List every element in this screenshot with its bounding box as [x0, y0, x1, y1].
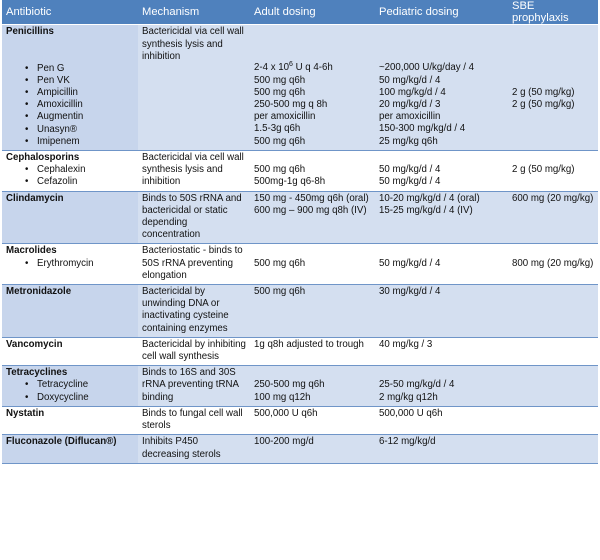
cell-antibiotic: [2, 25, 138, 151]
cell-adult-dosing: [250, 25, 375, 151]
cell-mechanism: Binds to 50S rRNA and bactericidal or static depending concentration: [138, 191, 250, 244]
adult-dose-tail: U q 4-6h: [292, 62, 333, 74]
sub-drug: • Amoxicillin: [6, 99, 135, 111]
cell-pediatric-dosing: [375, 191, 508, 244]
sbe-line: [512, 75, 595, 87]
header-sbe-prophylaxis: SBE prophylaxis: [508, 0, 598, 25]
drug-name: Tetracyclines: [6, 367, 68, 379]
header-pediatric-dosing: Pediatric dosing: [375, 0, 508, 25]
cell-adult-dosing: 100-200 mg/d: [250, 435, 375, 463]
sbe-line: 2 g (50 mg/kg): [512, 164, 575, 176]
adult-dose-exponent: 6: [289, 61, 293, 69]
cell-mechanism: Bactericidal by inhibiting cell wall synthesis: [138, 337, 250, 365]
cell-antibiotic: [2, 285, 138, 338]
cell-pediatric-dosing: [375, 244, 508, 285]
adult-dose-line: 500 mg q6h: [254, 135, 306, 147]
cell-adult-dosing: 150 mg - 450mg q6h (oral) 600 mg – 900 mg q8h (IV): [250, 191, 375, 244]
cell-sbe-prophylaxis: [508, 285, 598, 338]
sub-drug: • Cefazolin: [6, 176, 135, 188]
sbe-line: 2 g (50 mg/kg): [512, 98, 575, 110]
row-clindamycin: [2, 191, 598, 244]
cell-pediatric-dosing: 40 mg/kg / 3: [375, 337, 508, 365]
sub-drug: • Augmentin: [6, 111, 135, 123]
adult-dose-line: per amoxicillin: [254, 111, 316, 123]
cell-sbe-prophylaxis: [508, 151, 598, 192]
adult-dose-line: 500mg-1g q6-8h: [254, 176, 326, 188]
cell-pediatric-dosing: 500,000 U q6h: [375, 406, 508, 434]
cell-pediatric-dosing: [375, 366, 508, 407]
row-macrolides: [2, 244, 598, 285]
drug-sublist: [6, 379, 135, 403]
adult-dose-line: 100 mg q12h: [254, 391, 311, 403]
cell-antibiotic: [2, 244, 138, 285]
adult-dose-line: [254, 62, 372, 74]
drug-name: Nystatin: [6, 407, 45, 419]
drug-sublist: [6, 63, 135, 148]
sbe-line: 800 mg (20 mg/kg): [512, 257, 594, 269]
cell-mechanism: Inhibits P450 decreasing sterols: [138, 435, 250, 463]
cell-pediatric-dosing: [375, 25, 508, 151]
adult-dose-line: 500 mg q6h: [254, 164, 306, 176]
sub-drug: • Doxycycline: [6, 392, 135, 404]
drug-name: Vancomycin: [6, 338, 63, 350]
sub-drug: • Erythromycin: [6, 258, 135, 270]
peds-dose-line: 10-20 mg/kg/d / 4 (oral): [379, 192, 480, 204]
cell-sbe-prophylaxis: 600 mg (20 mg/kg): [508, 191, 598, 244]
cell-sbe-prophylaxis: [508, 25, 598, 151]
peds-dose-line: 25-50 mg/kg/d / 4: [379, 379, 455, 391]
cell-antibiotic: [2, 191, 138, 244]
peds-dose-line: 50 mg/kg/d / 4: [379, 74, 441, 86]
sub-drug: • Cephalexin: [6, 164, 135, 176]
header-adult-dosing: Adult dosing: [250, 0, 375, 25]
row-cephalosporins: [2, 151, 598, 192]
adult-dose-line: 250-500 mg q 8h: [254, 99, 328, 111]
cell-mechanism: Bactericidal via cell wall synthesis lysis and inhibition: [138, 151, 250, 192]
cell-pediatric-dosing: 30 mg/kg/d / 4: [375, 285, 508, 338]
cell-antibiotic: [2, 435, 138, 463]
peds-dose-line: 100 mg/kg/d / 4: [379, 86, 446, 98]
row-metronidazole: [2, 285, 598, 338]
row-nystatin: [2, 406, 598, 434]
cell-sbe-prophylaxis: [508, 337, 598, 365]
drug-name: Macrolides: [6, 245, 57, 257]
cell-mechanism: Bacteriostatic - binds to 50S rRNA preventing elongation: [138, 244, 250, 285]
cell-mechanism: Bactericidal via cell wall synthesis lysis and inhibition: [138, 25, 250, 151]
sbe-line: 2 g (50 mg/kg): [512, 86, 575, 98]
header-antibiotic: Antibiotic: [2, 0, 138, 25]
cell-adult-dosing: [250, 244, 375, 285]
drug-sublist: [6, 164, 135, 188]
adult-dose-line: 500 mg q6h: [254, 86, 306, 98]
peds-dose-line: 20 mg/kg/d / 3: [379, 99, 441, 111]
drug-sublist: [6, 258, 135, 270]
cell-adult-dosing: [250, 151, 375, 192]
peds-dose-line: 25 mg/kg q6h: [379, 135, 438, 147]
peds-dose-line: 15-25 mg/kg/d / 4 (IV): [379, 204, 473, 216]
row-fluconazole: [2, 435, 598, 463]
peds-dose-line: 150-300 mg/kg/d / 4: [379, 123, 466, 135]
antibiotic-table: [2, 0, 598, 464]
peds-dose-line: per amoxicillin: [379, 111, 441, 123]
drug-name: Fluconazole (Diflucan®): [6, 436, 117, 448]
cell-adult-dosing: 500,000 U q6h: [250, 406, 375, 434]
row-penicillins: [2, 25, 598, 151]
cell-pediatric-dosing: [375, 151, 508, 192]
cell-sbe-prophylaxis: [508, 435, 598, 463]
sbe-line: [512, 62, 595, 74]
sub-drug: • Tetracycline: [6, 379, 135, 391]
adult-dose-line: 1.5-3g q6h: [254, 123, 301, 135]
cell-antibiotic: [2, 366, 138, 407]
drug-name: Cephalosporins: [6, 152, 80, 164]
cell-sbe-prophylaxis: [508, 244, 598, 285]
sub-drug: • Ampicillin: [6, 87, 135, 99]
cell-adult-dosing: 500 mg q6h: [250, 285, 375, 338]
sub-drug: • Imipenem: [6, 136, 135, 148]
cell-mechanism: Bactericidal by unwinding DNA or inactivating cysteine containing enzymes: [138, 285, 250, 338]
cell-mechanism: Binds to 16S and 30S rRNA preventing tRNA binding: [138, 366, 250, 407]
cell-antibiotic: [2, 337, 138, 365]
peds-dose-line: 50 mg/kg/d / 4: [379, 164, 441, 176]
cell-mechanism: Binds to fungal cell wall sterols: [138, 406, 250, 434]
sub-drug: • Pen G: [6, 63, 135, 75]
adult-dose-line: 500 mg q6h: [254, 257, 306, 269]
cell-antibiotic: [2, 406, 138, 434]
drug-name: Clindamycin: [6, 192, 64, 204]
row-tetracyclines: [2, 366, 598, 407]
peds-dose-line: 50 mg/kg/d / 4: [379, 257, 441, 269]
cell-sbe-prophylaxis: [508, 406, 598, 434]
peds-dose-line: 50 mg/kg/d / 4: [379, 176, 441, 188]
cell-adult-dosing: 1g q8h adjusted to trough: [250, 337, 375, 365]
cell-pediatric-dosing: 6-12 mg/kg/d: [375, 435, 508, 463]
adult-dose-line: 250-500 mg q6h: [254, 379, 325, 391]
cell-antibiotic: [2, 151, 138, 192]
adult-dose-line: 500 mg q6h: [254, 74, 306, 86]
row-vancomycin: [2, 337, 598, 365]
sub-drug: • Unasyn®: [6, 124, 135, 136]
header-row: [2, 0, 598, 25]
cell-adult-dosing: [250, 366, 375, 407]
cell-sbe-prophylaxis: [508, 366, 598, 407]
drug-name: Penicillins: [6, 26, 54, 38]
header-mechanism: Mechanism: [138, 0, 250, 25]
drug-name: Metronidazole: [6, 286, 72, 298]
peds-dose-line: 2 mg/kg q12h: [379, 391, 438, 403]
peds-dose-line: ~200,000 U/kg/day / 4: [379, 62, 475, 74]
adult-dose-base: 2-4 x 10: [254, 62, 290, 74]
sub-drug: • Pen VK: [6, 75, 135, 87]
